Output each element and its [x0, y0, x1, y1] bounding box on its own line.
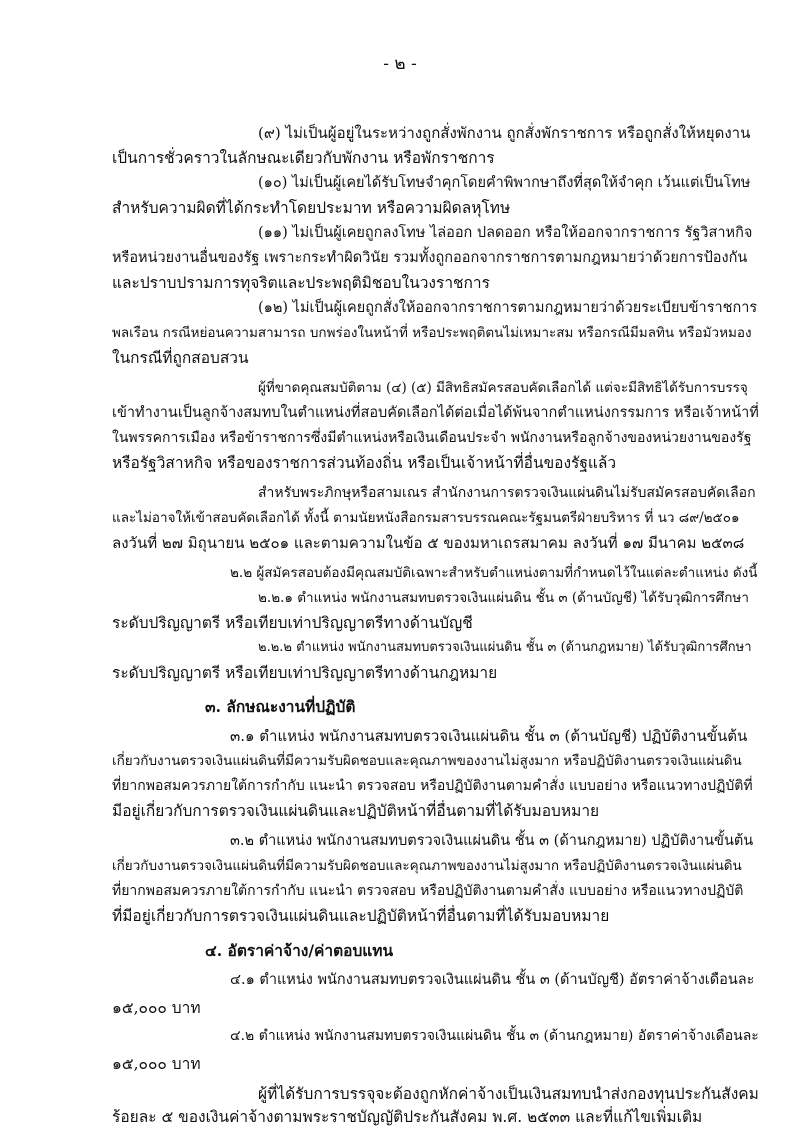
text-line: เกี่ยวกับงานตรวจเงินแผ่นดินที่มีความรับผิดชอบและคุณภาพของงานไม่สูงมาก หรือปฏิบัติงานตรวจเงินแผ่นดิน	[112, 858, 742, 874]
page-number: - ๒ -	[383, 54, 417, 74]
text-line: ๒.๒.๑ ตำแหน่ง พนักงานสมทบตรวจเงินแผ่นดิน ชั้น ๓ (ด้านบัญชี) ได้รับวุฒิการศึกษา	[258, 590, 749, 606]
text-line: และปราบปรามการทุจริตและประพฤติมิชอบในวงราชการ	[112, 274, 490, 292]
text-line: ๑๕,๐๐๐ บาท	[112, 999, 201, 1017]
text-line: ผู้ที่ขาดคุณสมบัติตาม (๔) (๕) มีสิทธิสมัครสอบคัดเลือกได้ แต่จะมีสิทธิได้รับการบรรจุ	[258, 380, 748, 396]
text-line: ระดับปริญญาตรี หรือเทียบเท่าปริญญาตรีทางด้านบัญชี	[112, 614, 473, 632]
text-line: ๒.๒.๒ ตำแหน่ง พนักงานสมทบตรวจเงินแผ่นดิน ชั้น ๓ (ด้านกฎหมาย) ได้รับวุฒิการศึกษา	[258, 640, 752, 655]
text-line: ที่ยากพอสมควรภายใต้การกำกับ แนะนำ ตรวจสอบ หรือปฏิบัติงานตามคำสั่ง แบบอย่าง หรือแนวทางปฏิบัติ	[112, 883, 744, 899]
text-line: (๑๑) ไม่เป็นผู้เคยถูกลงโทษ ไล่ออก ปลดออก หรือให้ออกจากราชการ รัฐวิสาหกิจ	[258, 225, 753, 241]
text-line: ๓.๑ ตำแหน่ง พนักงานสมทบตรวจเงินแผ่นดิน ชั้น ๓ (ด้านบัญชี) ปฏิบัติงานขั้นต้น	[230, 727, 748, 745]
text-line: ที่ยากพอสมควรภายใต้การกำกับ แนะนำ ตรวจสอบ หรือปฏิบัติงานตามคำสั่ง แบบอย่าง หรือแนวทางปฏิบัติที่	[112, 778, 753, 794]
text-line: เป็นการชั่วคราวในลักษณะเดียวกับพักงาน หรือพักราชการ	[112, 149, 495, 167]
text-line: ๑๕,๐๐๐ บาท	[112, 1055, 201, 1073]
text-line: ผู้ที่ได้รับการบรรจุจะต้องถูกหักค่าจ้างเป็นเงินสมทบนำส่งกองทุนประกันสังคม	[258, 1085, 759, 1103]
text-line: ในกรณีที่ถูกสอบสวน	[112, 349, 249, 367]
text-line: สำหรับความผิดที่ได้กระทำโดยประมาท หรือความผิดลหุโทษ	[112, 199, 511, 217]
text-line: เข้าทำงานเป็นลูกจ้างสมทบในตำแหน่งที่สอบคัดเลือกได้ต่อเมื่อได้พ้นจากตำแหน่งกรรมการ หรือเจ้าหน้าที่	[112, 405, 759, 421]
text-line: หรือรัฐวิสาหกิจ หรือของราชการส่วนท้องถิ่น หรือเป็นเจ้าหน้าที่อื่นของรัฐแล้ว	[112, 454, 617, 472]
text-line: ๒.๒ ผู้สมัครสอบต้องมีคุณสมบัติเฉพาะสำหรับตำแหน่งตามที่กำหนดไว้ในแต่ละตำแหน่ง ดังนี้	[230, 565, 758, 581]
text-line: ในพรรคการเมือง หรือข้าราชการซึ่งมีตำแหน่งหรือเงินเดือนประจำ พนักงานหรือลูกจ้างของหน่วยงานของรัฐ	[112, 430, 752, 446]
text-line: (๑๐) ไม่เป็นผู้เคยได้รับโทษจำคุกโดยคำพิพากษาถึงที่สุดให้จำคุก เว้นแต่เป็นโทษ	[258, 175, 751, 191]
text-line: ๔.๑ ตำแหน่ง พนักงานสมทบตรวจเงินแผ่นดิน ชั้น ๓ (ด้านบัญชี) อัตราค่าจ้างเดือนละ	[230, 972, 755, 988]
text-line: หรือหน่วยงานอื่นของรัฐ เพราะกระทำผิดวินัย รวมทั้งถูกออกจากราชการตามกฎหมายว่าด้วยการป้องกัน	[112, 250, 748, 266]
section-heading: ๓. ลักษณะงานที่ปฏิบัติ	[205, 697, 356, 716]
text-line: ร้อยละ ๕ ของเงินค่าจ้างตามพระราชบัญญัติประกันสังคม พ.ศ. ๒๕๓๓ และที่แก้ไขเพิ่มเติม	[112, 1108, 703, 1126]
text-line: เกี่ยวกับงานตรวจเงินแผ่นดินที่มีความรับผิดชอบและคุณภาพของงานไม่สูงมาก หรือปฏิบัติงานตรวจเงินแผ่นดิน	[112, 753, 742, 769]
text-line: ระดับปริญญาตรี หรือเทียบเท่าปริญญาตรีทางด้านกฎหมาย	[112, 664, 498, 682]
text-line: และไม่อาจให้เข้าสอบคัดเลือกได้ ทั้งนี้ ตามนัยหนังสือกรมสารบรรณคณะรัฐมนตรีฝ่ายบริหาร ที่ นว ๘๙/๒๕๐๑	[112, 510, 740, 526]
text-line: สำหรับพระภิกษุหรือสามเณร สำนักงานการตรวจเงินแผ่นดินไม่รับสมัครสอบคัดเลือก	[258, 485, 756, 501]
text-line: มีอยู่เกี่ยวกับการตรวจเงินแผ่นดินและปฏิบัติหน้าที่อื่นตามที่ได้รับมอบหมาย	[112, 802, 600, 820]
text-line: พลเรือน กรณีหย่อนความสามารถ บกพร่องในหน้าที่ หรือประพฤติตนไม่เหมาะสม หรือกรณีมีมลทิน หรือมัวหมอง	[112, 325, 752, 341]
text-line: ลงวันที่ ๒๗ มิถุนายน ๒๕๐๑ และตามความในข้อ ๕ ของมหาเถรสมาคม ลงวันที่ ๑๗ มีนาคม ๒๕๓๘	[112, 534, 745, 552]
text-line: ๓.๒ ตำแหน่ง พนักงานสมทบตรวจเงินแผ่นดิน ชั้น ๓ (ด้านกฎหมาย) ปฏิบัติงานขั้นต้น	[230, 833, 754, 849]
section-heading: ๔. อัตราค่าจ้าง/ค่าตอบแทน	[205, 941, 394, 960]
text-line: ๔.๒ ตำแหน่ง พนักงานสมทบตรวจเงินแผ่นดิน ชั้น ๓ (ด้านกฎหมาย) อัตราค่าจ้างเดือนละ	[230, 1028, 759, 1044]
text-line: (๙) ไม่เป็นผู้อยู่ในระหว่างถูกสั่งพักงาน ถูกสั่งพักราชการ หรือถูกสั่งให้หยุดงาน	[258, 124, 751, 142]
text-line: ที่มีอยู่เกี่ยวกับการตรวจเงินแผ่นดินและปฏิบัติหน้าที่อื่นตามที่ได้รับมอบหมาย	[112, 907, 610, 925]
text-line: (๑๒) ไม่เป็นผู้เคยถูกสั่งให้ออกจากราชการตามกฎหมายว่าด้วยระเบียบข้าราชการ	[258, 300, 758, 316]
